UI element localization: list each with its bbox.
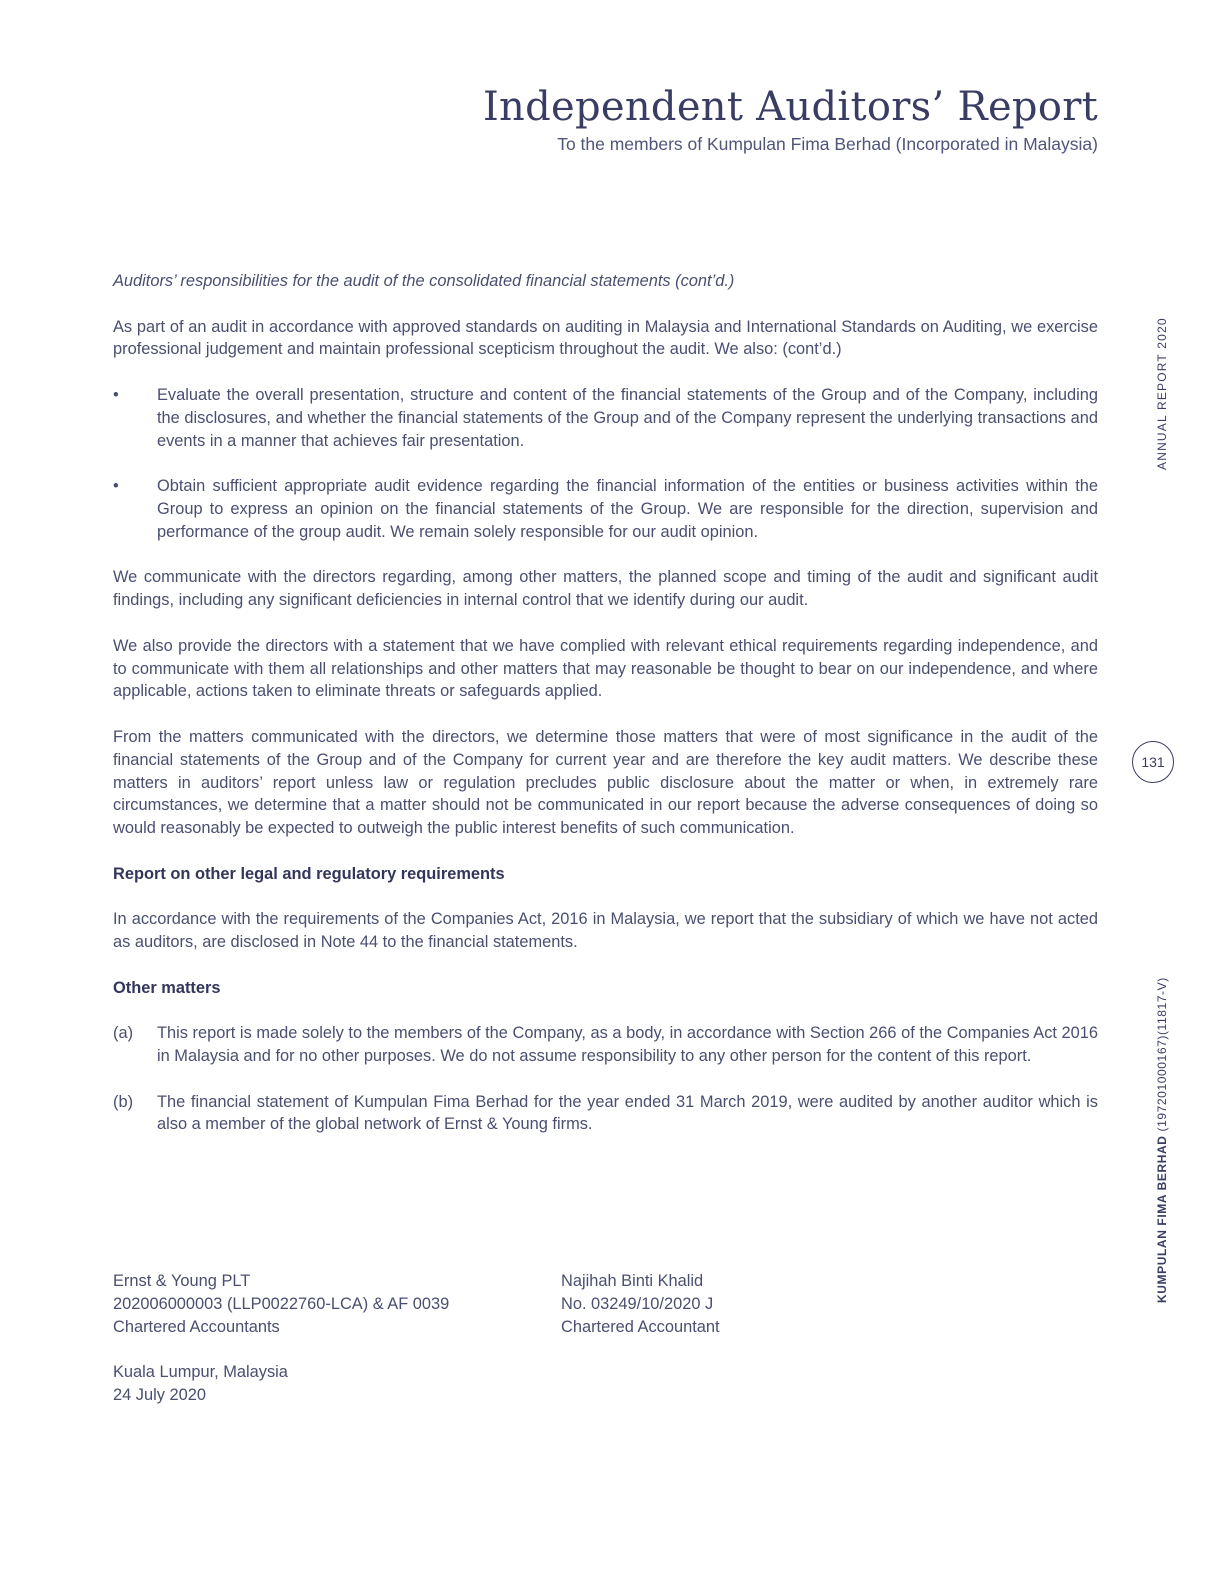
firm-role: Chartered Accountants — [113, 1317, 280, 1336]
signing-date: 24 July 2020 — [113, 1385, 206, 1404]
company-name: KUMPULAN FIMA BERHAD — [1155, 1135, 1169, 1303]
page-subtitle: To the members of Kumpulan Fima Berhad (Incorporated in Malaysia) — [557, 134, 1098, 154]
partner-number: No. 03249/10/2020 J — [561, 1294, 714, 1313]
section-heading: Auditors’ responsibilities for the audit of the consolidated financial statements (cont’d.) — [113, 272, 735, 290]
legal-paragraph: In accordance with the requirements of the Companies Act, 2016 in Malaysia, we report that the subsidiary of which we have not acted as auditors, are disclosed in Note 44 to the financial statements. — [113, 910, 1098, 952]
bullet-text: Evaluate the overall presentation, structure and content of the financial statements of the Group and of the Company, including the disclosures, and whether the financial statements of the Group and of the Company represent the underlying transactions and events in a manner that achieves fair presentation. — [157, 385, 1098, 450]
list-item — [113, 475, 1098, 543]
company-registration: (197201000167)(11817-V) — [1155, 977, 1169, 1132]
firm-name: Ernst & Young PLT — [113, 1272, 251, 1290]
firm-signature — [113, 1270, 561, 1338]
item-text: The financial statement of Kumpulan Fima Berhad for the year ended 31 March 2019, were audited by another auditor which is also a member of the global network of Ernst & Young firms. — [157, 1092, 1098, 1134]
item-marker: (b) — [113, 1092, 134, 1111]
legal-heading: Report on other legal and regulatory requirements — [113, 864, 505, 883]
partner-role: Chartered Accountant — [561, 1317, 720, 1336]
communicate-paragraph: We communicate with the directors regarding, among other matters, the planned scope and timing of the audit and significant audit findings, including any significant deficiencies in internal control that we identify during our audit. — [113, 568, 1098, 610]
list-item — [113, 384, 1098, 452]
item-text: This report is made solely to the members of the Company, as a body, in accordance with Section 266 of the Companies Act 2016 in Malaysia and for no other purposes. We do not assume responsibility to any other person for the content of this report. — [157, 1024, 1098, 1066]
partner-name: Najihah Binti Khalid — [561, 1272, 704, 1290]
signing-place: Kuala Lumpur, Malaysia — [113, 1363, 288, 1382]
list-item — [113, 1022, 1098, 1068]
signature-block — [113, 1270, 813, 1407]
page-number-badge — [1132, 741, 1174, 783]
bullet-marker: • — [113, 385, 119, 404]
annual-report-label: ANNUAL REPORT 2020 — [1155, 317, 1169, 470]
bullet-text: Obtain sufficient appropriate audit evidence regarding the financial information of the entities or business activities within the Group to express an opinion on the financial statements of the Group. We are responsible for the direction, supervision and performance of the group audit. We remain solely responsible for our audit opinion. — [157, 477, 1098, 541]
key-matters-paragraph: From the matters communicated with the directors, we determine those matters that were of most significance in the audit of the financial statements of the Group and of the Company for current year and are therefore the key audit matters. We describe these matters in auditors’ report unless law or regulation precludes public disclosure about the matter or when, in extremely rare circumstances, we determine that a matter should not be communicated in our report because the adverse consequences of doing so would reasonably be expected to outweigh the public interest benefits of such communication. — [113, 727, 1098, 838]
firm-registration: 202006000003 (LLP0022760-LCA) & AF 0039 — [113, 1294, 450, 1313]
report-body — [113, 270, 1098, 1159]
other-matters-heading: Other matters — [113, 978, 221, 997]
bullet-marker: • — [113, 477, 119, 496]
page-title: Independent Auditors’ Report — [482, 84, 1098, 130]
item-marker: (a) — [113, 1024, 134, 1043]
page-number: 131 — [1141, 754, 1165, 770]
company-footer-label — [1155, 977, 1169, 1303]
list-item — [113, 1091, 1098, 1137]
statement-paragraph: We also provide the directors with a statement that we have complied with relevant ethical requirements regarding independence, and to communicate with them all relationships and other matters that may reasonable be thought to bear on our independence, and where applicable, actions taken to eliminate threats or safeguards applied. — [113, 636, 1098, 701]
partner-signature — [561, 1270, 813, 1338]
intro-paragraph: As part of an audit in accordance with approved standards on auditing in Malaysia and International Standards on Auditing, we exercise professional judgement and maintain professional scepticism throughout the audit. We also: (cont’d.) — [113, 317, 1098, 359]
